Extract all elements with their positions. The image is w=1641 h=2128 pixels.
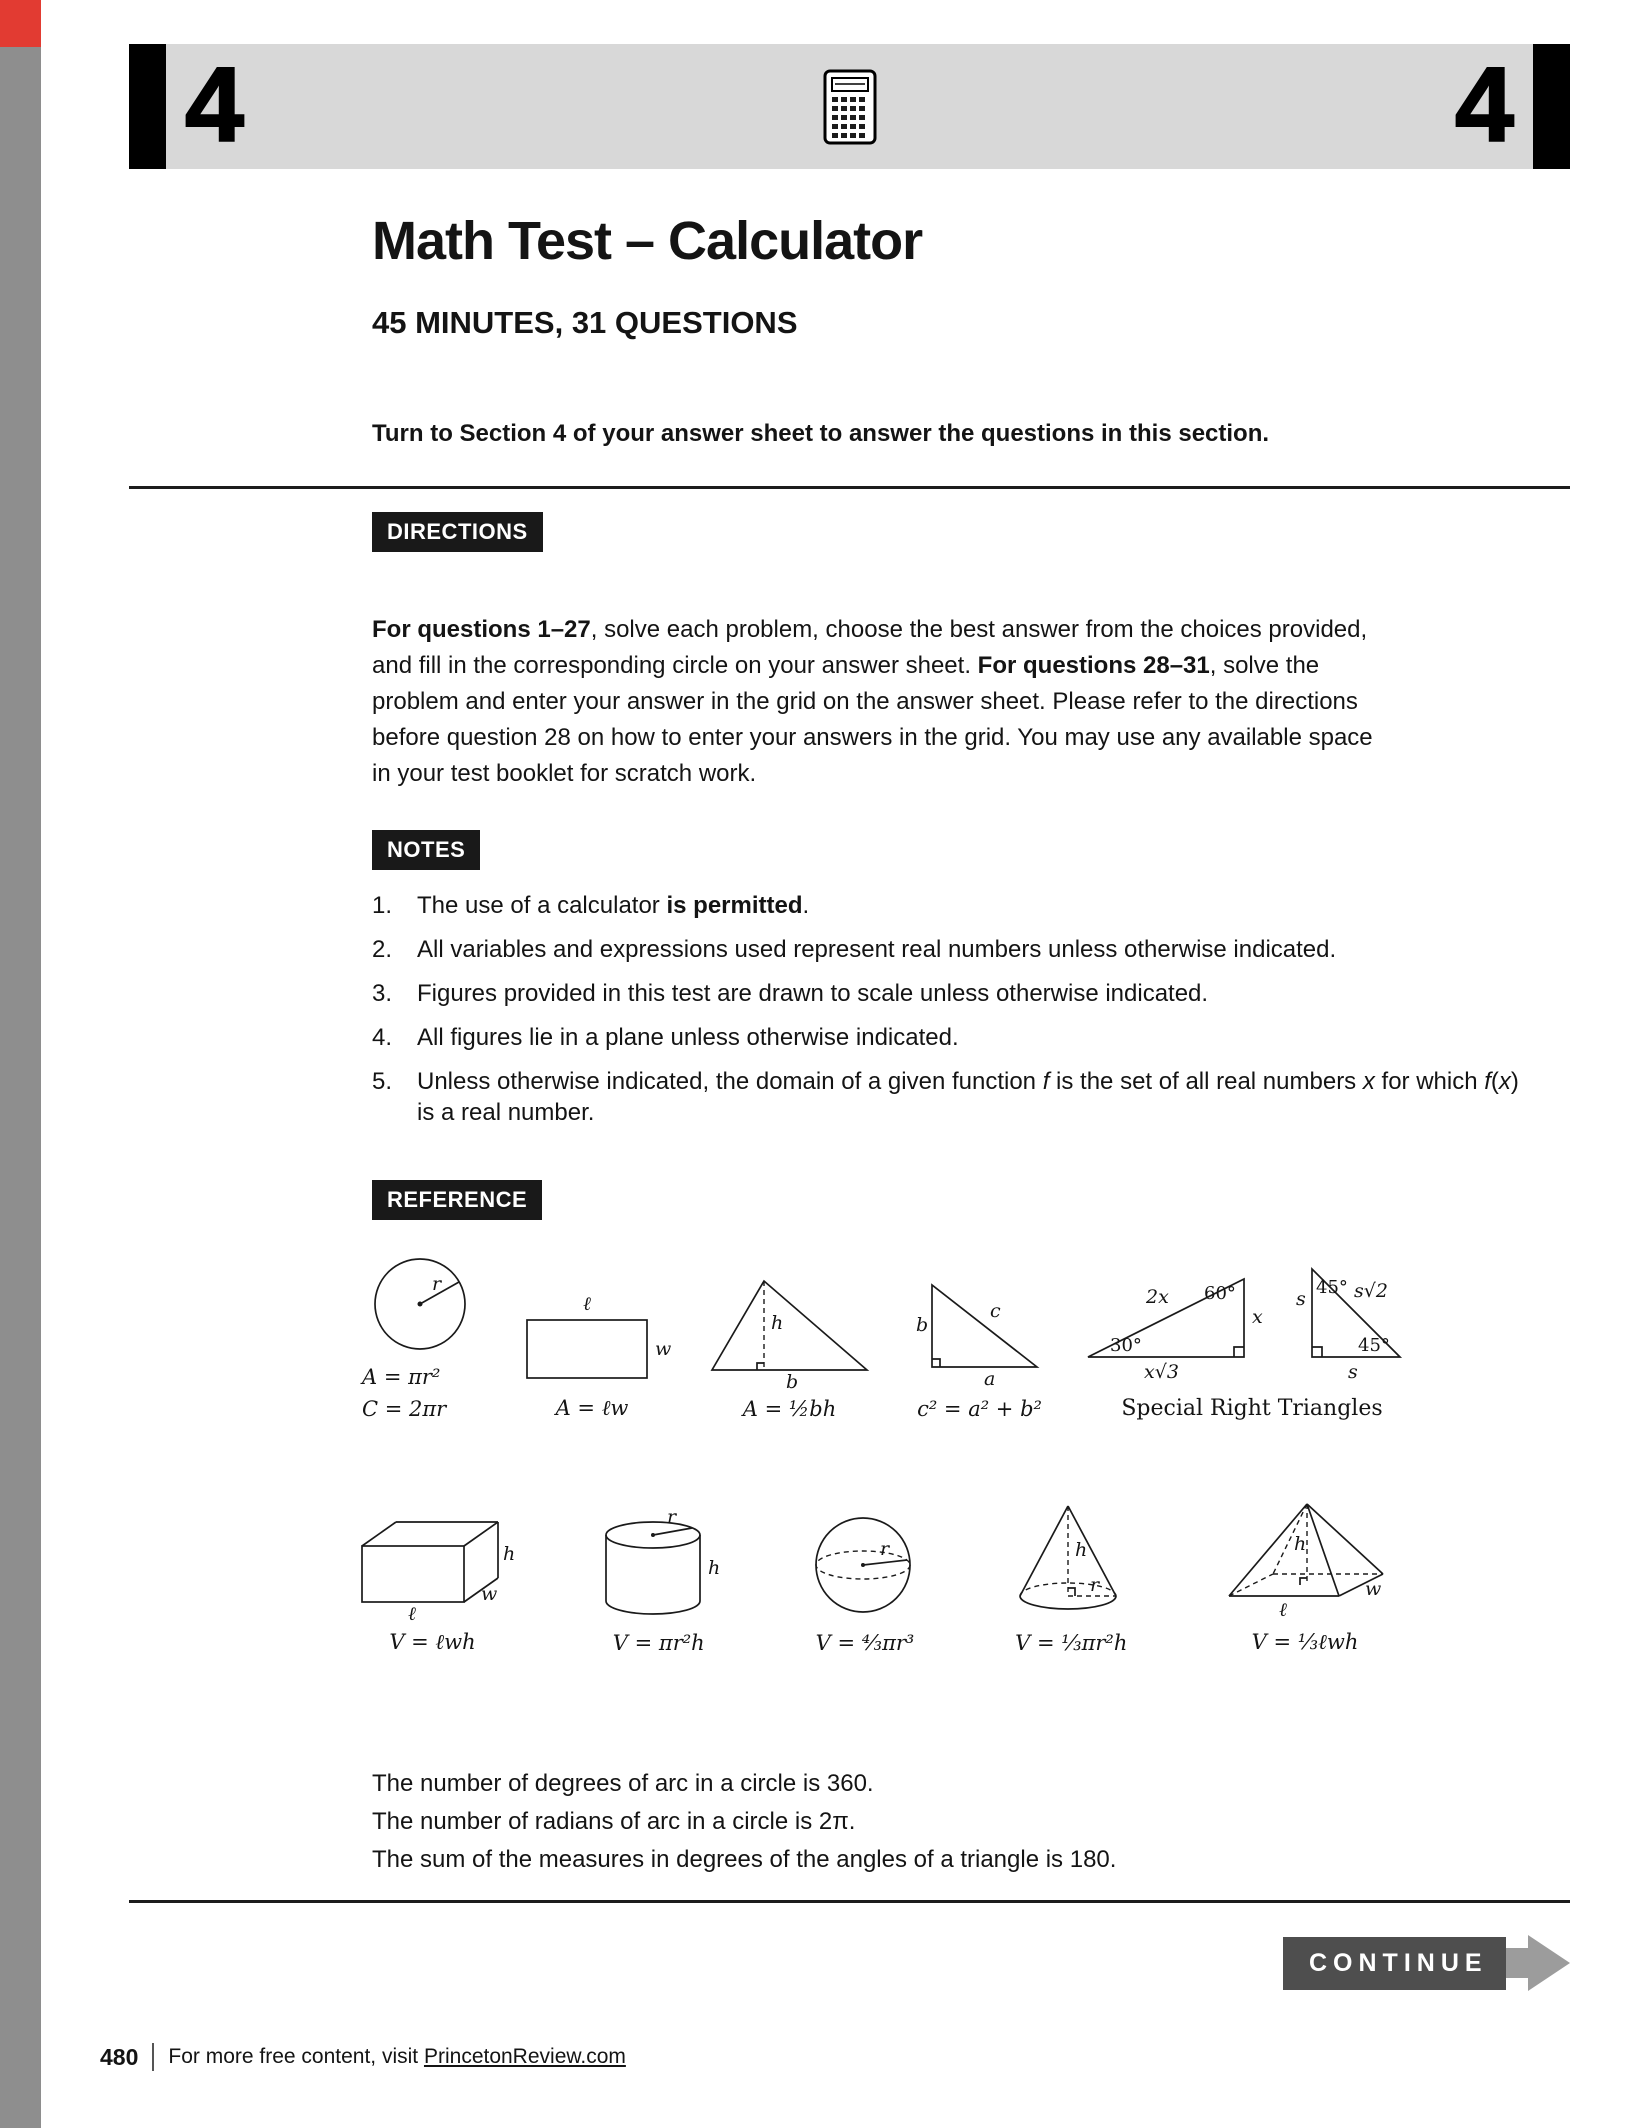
cone-height-label: h: [1074, 1539, 1087, 1561]
triangle-base-label: b: [786, 1371, 799, 1393]
cone-volume-formula: V = ⅓πr²h: [1015, 1631, 1128, 1655]
triangle-height-label: h: [771, 1312, 784, 1334]
rectangle-width-label: w: [655, 1338, 672, 1360]
figure-circle: [362, 1242, 482, 1421]
note-number: 5.: [372, 1068, 393, 1095]
note-text: All figures lie in a plane unless otherwise indicated.: [417, 1024, 959, 1051]
intro-text: Turn to Section 4 of your answer sheet to answer the questions in this section.: [372, 420, 1270, 447]
pythagorean-formula: c² = a² + b²: [917, 1397, 1042, 1421]
note-item: [372, 978, 1542, 1009]
box-width-label: w: [481, 1583, 498, 1605]
note-text-segment: (: [1490, 1068, 1499, 1095]
triangle-45-hypotenuse-label: s√2: [1354, 1280, 1388, 1302]
triangle-area-formula: A = ½bh: [742, 1397, 837, 1421]
fact-triangle-angles: The sum of the measures in degrees of the angles of a triangle is 180.: [372, 1846, 1117, 1873]
fact-radians: The number of radians of arc in a circle is 2π.: [372, 1808, 856, 1835]
continue-indicator: [1283, 1932, 1572, 1994]
special-right-triangles-caption: Special Right Triangles: [1121, 1396, 1383, 1421]
page-footer: [100, 2043, 626, 2071]
reference-facts: [372, 1765, 1116, 1879]
note-number: 2.: [372, 936, 393, 963]
angle-60-label: 60°: [1204, 1283, 1236, 1304]
note-number: 1.: [372, 892, 393, 919]
pyramid-volume-formula: V = ⅓ℓwh: [1251, 1630, 1359, 1654]
note-var-f: f: [1484, 1068, 1491, 1095]
reference-figures-row-2: [350, 1492, 1395, 1655]
note-var-x: x: [1362, 1068, 1375, 1095]
note-text-bold: is permitted: [666, 892, 803, 919]
box-length-label: ℓ: [408, 1603, 416, 1625]
rectangle-area-formula: A = ℓw: [555, 1396, 629, 1420]
note-text-segment: The use of a calculator: [417, 892, 667, 919]
directions-text-2: , solve the problem and enter your answer in the grid on the answer sheet. Please refer to the directions before question 28 on how to enter your answers in the grid. You may use any available space in your test booklet for scratch work.: [372, 652, 1373, 787]
notes-list: [372, 890, 1542, 1141]
directions-heading: DIRECTIONS: [372, 512, 543, 552]
footer-text: [168, 2045, 626, 2069]
triangle-30-60-90-side-label: x: [1252, 1306, 1263, 1328]
angle-45-right-label: 45°: [1358, 1335, 1390, 1356]
fact-degrees: The number of degrees of arc in a circle is 360.: [372, 1770, 874, 1797]
directions-bold-1: For questions 1–27: [372, 616, 591, 643]
box-height-label: h: [503, 1543, 516, 1565]
header-black-tab-left: [129, 44, 166, 169]
note-text: [417, 1066, 1542, 1128]
section-number-right: 4: [1455, 46, 1514, 164]
page-edge-strip: [0, 0, 41, 2128]
cylinder-volume-formula: V = πr²h: [612, 1631, 705, 1655]
page-subtitle: 45 MINUTES, 31 QUESTIONS: [372, 305, 798, 340]
figure-pyramid: [1215, 1492, 1395, 1655]
note-text: [417, 890, 809, 921]
figure-right-triangle: [912, 1269, 1047, 1421]
right-triangle-hypotenuse-label: c: [990, 1300, 1001, 1322]
reference-heading: REFERENCE: [372, 1180, 542, 1220]
cylinder-height-label: h: [708, 1557, 721, 1579]
cone-radius-label: r: [1089, 1574, 1099, 1596]
note-text-segment: for which: [1374, 1068, 1485, 1095]
note-number: 4.: [372, 1024, 393, 1051]
note-number: 3.: [372, 980, 393, 1007]
figure-rectangle: [517, 1288, 672, 1421]
triangle-figure: [702, 1267, 877, 1393]
note-item: [372, 934, 1542, 965]
pyramid-figure: [1215, 1492, 1395, 1622]
circle-radius-label: r: [432, 1273, 442, 1295]
directions-text-1: , solve each problem, choose the best answer from the choices provided, and fill in the corresponding circle on your answer sheet.: [372, 616, 1368, 679]
cone-figure: [1004, 1498, 1139, 1623]
triangle-30-60-90-hypotenuse-label: 2x: [1146, 1286, 1169, 1308]
continue-label: CONTINUE: [1283, 1937, 1506, 1990]
right-triangle-figure: [912, 1269, 1047, 1389]
pyramid-height-label: h: [1294, 1533, 1307, 1555]
triangle-45-base-label: s: [1348, 1361, 1358, 1383]
calculator-icon: [823, 69, 877, 145]
note-text: Figures provided in this test are drawn to scale unless otherwise indicated.: [417, 980, 1209, 1007]
rectangle-length-label: ℓ: [583, 1293, 591, 1315]
note-item: [372, 890, 1542, 921]
rectangle-figure: [517, 1288, 672, 1388]
note-item: [372, 1066, 1542, 1128]
note-var-x: x: [1498, 1068, 1511, 1095]
footer-link[interactable]: PrincetonReview.com: [423, 2045, 626, 2068]
note-text-segment: Unless otherwise indicated, the domain of a given function: [417, 1068, 1043, 1095]
divider-top: [129, 486, 1570, 489]
note-item: [372, 1022, 1542, 1053]
reference-figures-row-1: [362, 1242, 1422, 1421]
figure-special-right-triangles: [1082, 1259, 1422, 1421]
pyramid-length-label: ℓ: [1279, 1599, 1287, 1621]
angle-45-top-label: 45°: [1316, 1277, 1348, 1298]
note-var-f: f: [1042, 1068, 1050, 1095]
figure-box: [350, 1498, 515, 1655]
figure-sphere: [803, 1505, 928, 1655]
directions-bold-2: For questions 28–31: [977, 652, 1210, 679]
sphere-radius-label: r: [879, 1538, 889, 1560]
footer-divider: [152, 2043, 154, 2071]
note-text: All variables and expressions used represent real numbers unless otherwise indicated.: [417, 936, 1337, 963]
box-figure: [350, 1498, 516, 1625]
page-number: 480: [100, 2043, 139, 2070]
box-volume-formula: V = ℓwh: [389, 1630, 476, 1654]
figure-triangle: [702, 1267, 877, 1421]
notes-heading: NOTES: [372, 830, 480, 870]
figure-cone: [1004, 1498, 1139, 1655]
section-header-band: [129, 44, 1570, 169]
pyramid-width-label: w: [1365, 1578, 1382, 1600]
cylinder-figure: [591, 1506, 726, 1623]
red-corner-mark: [0, 0, 41, 47]
right-triangle-leg-a-label: a: [984, 1368, 996, 1390]
circle-area-formula: A = πr²: [362, 1365, 441, 1389]
triangle-30-60-90-base-label: x√3: [1144, 1361, 1179, 1383]
note-text-segment: ) is a real number.: [417, 1068, 1519, 1126]
sphere-figure: [803, 1505, 928, 1623]
circle-figure: [362, 1242, 482, 1357]
note-text-segment: is the set of all real numbers: [1049, 1068, 1363, 1095]
sphere-volume-formula: V = ⁴⁄₃πr³: [815, 1631, 915, 1655]
footer-text-segment: For more free content, visit: [168, 2045, 424, 2068]
triangle-45-side-label: s: [1296, 1288, 1306, 1310]
section-number-left: 4: [185, 46, 244, 164]
page-title: Math Test – Calculator: [372, 211, 923, 271]
cylinder-radius-label: r: [667, 1506, 677, 1528]
header-black-tab-right: [1533, 44, 1570, 169]
directions-paragraph: [372, 612, 1377, 792]
angle-30-label: 30°: [1110, 1335, 1142, 1356]
circle-circumference-formula: C = 2πr: [362, 1397, 447, 1421]
special-right-triangles-figure: [1082, 1259, 1422, 1384]
note-text-segment: .: [802, 892, 810, 919]
right-triangle-leg-b-label: b: [916, 1314, 929, 1336]
divider-bottom: [129, 1900, 1570, 1903]
figure-cylinder: [591, 1506, 726, 1655]
